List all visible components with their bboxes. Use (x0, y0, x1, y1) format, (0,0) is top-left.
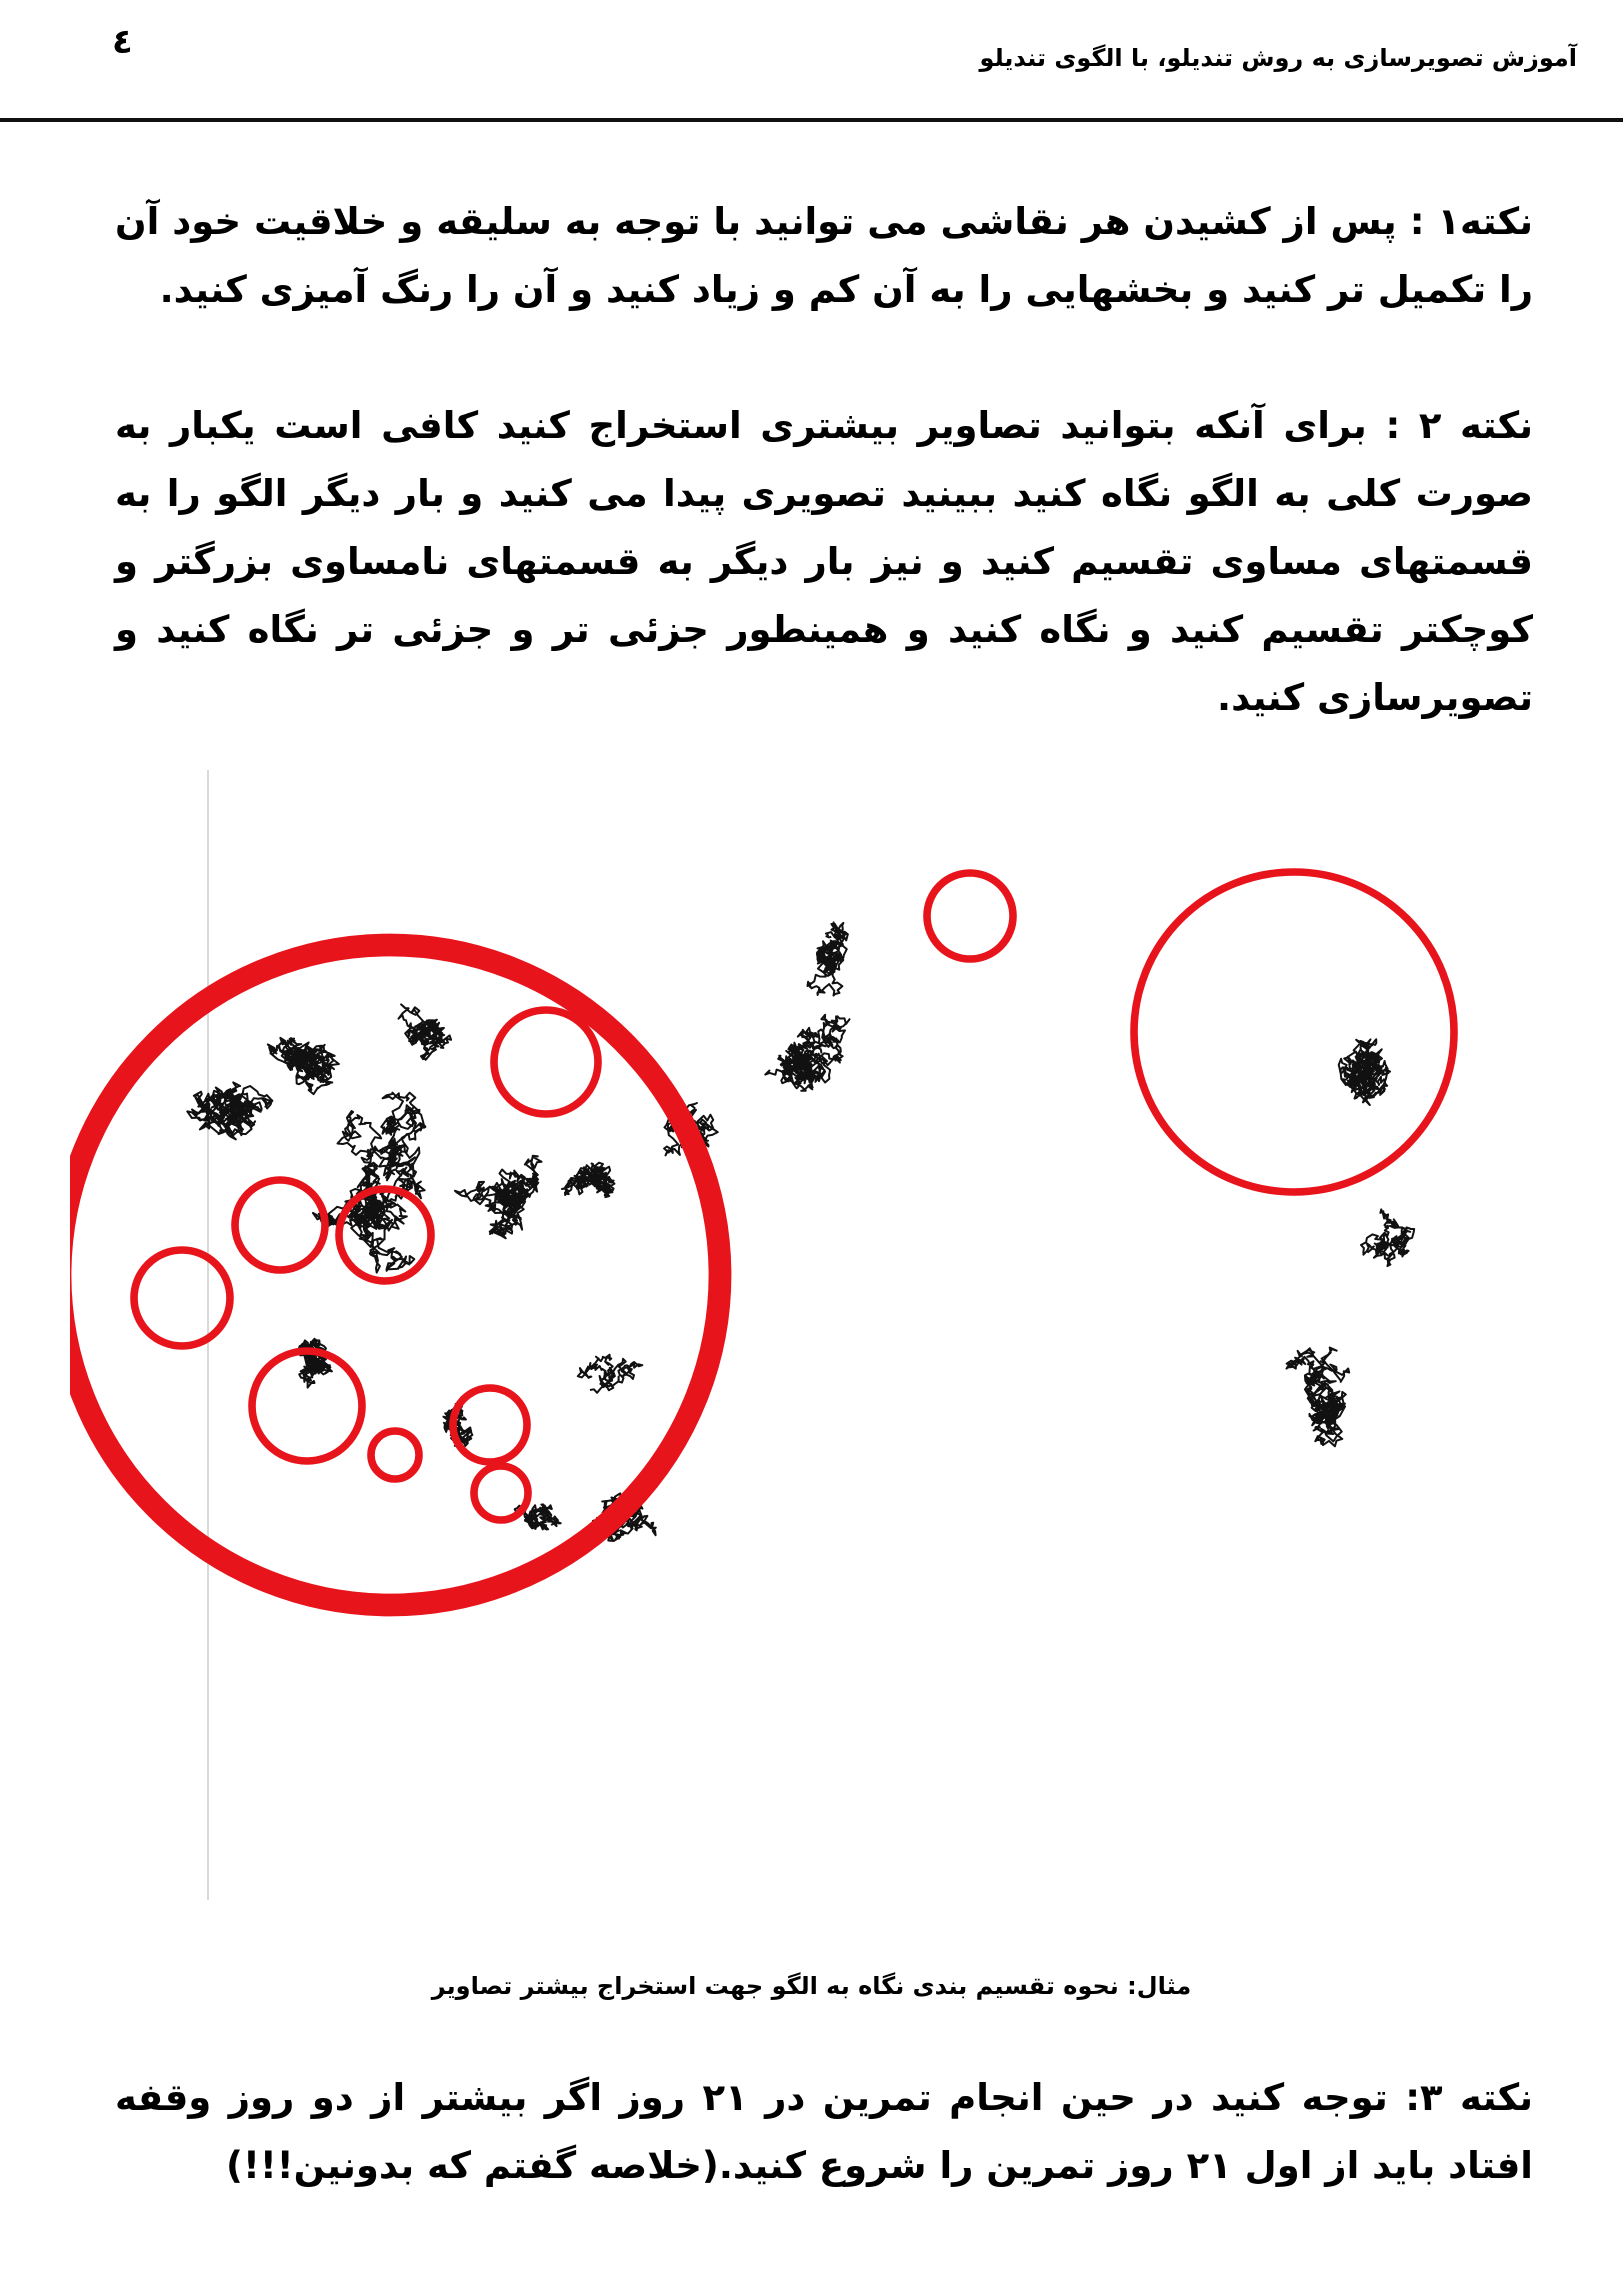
right-large-circle (1134, 872, 1454, 1192)
pattern-illustration (70, 770, 1510, 1900)
page-number: ٤ (112, 22, 133, 62)
scribble-far-right-bottom (1287, 1348, 1350, 1447)
note-3-text: توجه کنید در حین انجام تمرین در ۲۱ روز اگر بیشتر از دو روز وقفه افتاد باید از اول ۲۱ روز تمرین را شروع کنید.(خلاصه گفتم که بدونین!!!) (115, 2076, 1533, 2187)
circle-left (134, 1250, 230, 1346)
scribble-connector-low (578, 1355, 643, 1393)
circle-small-center (371, 1431, 419, 1479)
note-1-text: پس از کشیدن هر نقاشی می توانید با توجه به سلیقه و خلاقیت خود آن را تکمیل تر کنید و بخشهایی را به آن کم و زیاد کنید و آن را رنگ آمیزی کنید. (115, 200, 1533, 311)
scribble-center-right (562, 1163, 615, 1197)
division-circles (70, 872, 1454, 1605)
scribble-far-right-connector (1361, 1209, 1414, 1266)
note-1-label: نکته۱ : (1409, 200, 1533, 243)
note-3-label: نکته ۳: (1405, 2076, 1533, 2119)
note-3 (115, 2064, 1533, 2200)
circle-center (453, 1388, 527, 1462)
large-circle (70, 945, 720, 1605)
header-rule (0, 118, 1623, 122)
note-1 (115, 188, 1533, 324)
scribble-center-left (313, 1163, 425, 1273)
tandilo-pattern-figure (70, 770, 1510, 1900)
scribble-lower-left (299, 1339, 332, 1388)
scribble-top-right (808, 922, 848, 995)
scribble-center (455, 1156, 542, 1239)
figure-caption: مثال: نحوه تقسیم بندی نگاه به الگو جهت استخراج بیشتر تصاویر (431, 1972, 1192, 2000)
scribble-middle (338, 1093, 426, 1181)
scribble-left-edge (187, 1082, 272, 1139)
circle-upper-left (235, 1180, 325, 1270)
running-title: آموزش تصویرسازی به روش تندیلو، با الگوی تندیلو (979, 44, 1577, 72)
circle-bottom (474, 1466, 528, 1520)
note-2 (115, 392, 1533, 732)
scribble-far-right-top (1339, 1039, 1390, 1105)
right-small-circle (927, 873, 1013, 959)
scribble-top-middle (399, 1004, 452, 1059)
note-2-text: برای آنکه بتوانید تصاویر بیشتری استخراج کنید کافی است یکبار به صورت کلی به الگو نگاه کنید ببینید تصویری پیدا می کنید و بار دیگر الگو را به قسمتهای مساوی تقسیم کنید و نیز بار دیگر به قسمتهای نامساوی بزرگتر و کوچکتر تقسیم کنید و نگاه کنید و همینطور جزئی تر و جزئی تر نگاه کنید و تصویرسازی کنید. (115, 404, 1533, 719)
note-2-label: نکته ۲ : (1385, 404, 1533, 447)
scribble-upper-left (268, 1038, 339, 1094)
circle-top-right (494, 1010, 598, 1114)
